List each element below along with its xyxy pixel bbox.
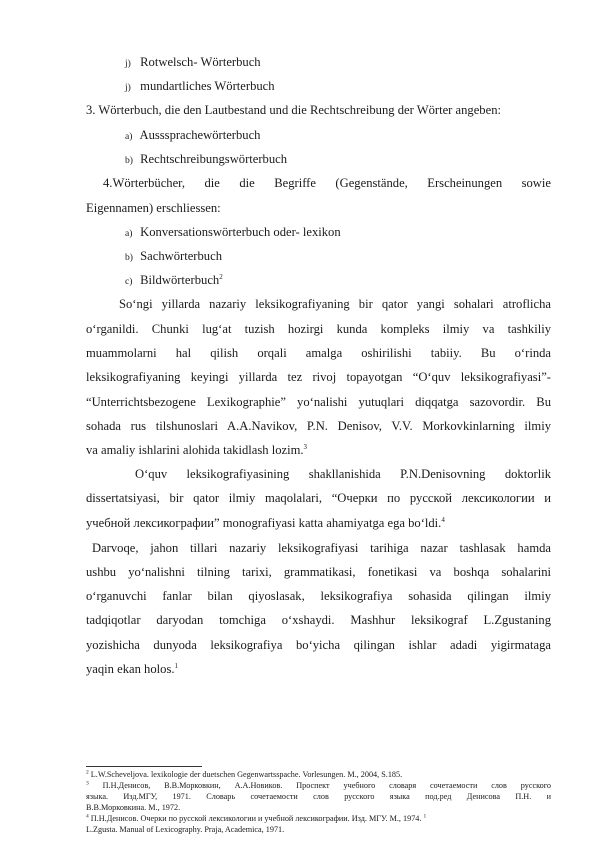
paragraph-line [86, 442, 307, 458]
section-heading-continuation: Eigennamen) erschliessen: [86, 201, 221, 215]
list-item [125, 54, 261, 72]
list-marker: c) [125, 276, 133, 287]
paragraph-line [86, 515, 445, 531]
list-marker: j) [125, 58, 131, 69]
paragraph-line: sohada rus tilshunoslari A.A.Navikov, P.N. Denisov, V.V. Morkovkinlarning ilmiy [86, 419, 551, 433]
section-heading: 3. Wörterbuch, die den Lautbestand und die Rechtschreibung der Wörter angeben: [86, 103, 501, 117]
list-item-text: Konversationswörterbuch oder- lexikon [140, 225, 341, 239]
list-item [125, 224, 341, 242]
list-item [125, 151, 287, 169]
footnote-number: 2 [86, 769, 89, 776]
footnote-text: П.Н.Денисов, В.В.Морковкин, А.А.Новиков. Проспект учебного словаря сочетаемости слов русского [102, 781, 551, 790]
paragraph-line: So‘ngi yillarda nazariy leksikografiyaning bir qator yangi sohalari atroflicha [119, 297, 551, 311]
footnote-ref: 3 [303, 442, 308, 451]
footnote-ref: 1 [423, 813, 427, 820]
list-marker: b) [125, 252, 133, 263]
footnote-line: языка. Изд.МГУ, 1971. Словарь сочетаемости слов русского языка под.ред Денисова П.Н. и [86, 792, 551, 801]
list-marker: b) [125, 155, 133, 166]
footnote-line: L.Zgusta. Manual of Lexicography. Praja, Academica, 1971. [86, 825, 285, 834]
paragraph-line [86, 661, 178, 677]
footnote-line: В.В.Морковкина. М., 1972. [86, 803, 181, 812]
footnote [86, 770, 551, 780]
list-item-text: Sachwörterbuch [140, 249, 222, 263]
list-item [125, 78, 275, 96]
footnote-text: L.W.Scheveljova. lexikologie der duetschen Gegenwartsspache. Vorlesungen. M., 2004, S.185. [90, 770, 403, 779]
list-item [125, 272, 223, 290]
list-item [125, 248, 222, 266]
list-item-text: Ausssprachewörterbuch [139, 128, 261, 142]
footnote-ref: 4 [441, 515, 445, 524]
paragraph-line: Darvoqe, jahon tillari nazariy leksikografiyasi tarihiga nazar tashlasak hamda [92, 541, 551, 555]
paragraph-text: учебной лексикографии” monografiyasi katta ahamiyatga ega bo‘ldi. [86, 516, 442, 530]
paragraph-line: dissertatsiyasi, bir qator ilmiy maqolalari, “Очерки по русской лексикологии и [86, 491, 551, 505]
paragraph-line: leksikografiyaning keyingi yillarda tez rivoj topayotgan “O‘quv leksikografiyasi”- [86, 370, 551, 384]
paragraph-line: tadqiqotlar daryodan tomchiga o‘xshaydi. Mashhur leksikograf L.Zgustaning [86, 613, 551, 627]
footnote-number: 4 [86, 813, 89, 820]
footnote-text: П.Н.Денисов. Очерки по русской лексикологии и учебной лексикографии. Изд. МГУ. М., 1974. [90, 814, 422, 823]
list-item-text: Rechtschreibungswörterbuch [140, 152, 288, 166]
paragraph-line: muammolarni hal qilish orqali amalga oshirilishi tabiiy. Bu o‘rinda [86, 346, 551, 360]
section-heading: 4.Wörterbücher, die die Begriffe (Gegenstände, Erscheinungen sowie [103, 176, 551, 190]
list-marker: a) [125, 131, 133, 142]
footnote [86, 781, 551, 792]
paragraph-line: yozishicha dunyoda leksikografiya bo‘yicha qilingan ishlar adadi yigirmataga [86, 638, 551, 652]
footnote-ref: 1 [174, 661, 178, 670]
paragraph-line: o‘rganildi. Chunki lug‘at tuzish hozirgi kunda kompleks ilmiy va tashkiliy [86, 322, 551, 336]
list-item-text: mundartliches Wörterbuch [140, 79, 275, 93]
footnote-divider [86, 766, 202, 767]
list-item-text: Bildwörterbuch [140, 273, 220, 287]
paragraph-line: O‘quv leksikografiyasining shakllanishida P.N.Denisovning doktorlik [135, 467, 551, 481]
paragraph-text: va amaliy ishlarini alohida takidlash lozim. [86, 443, 304, 457]
list-marker: a) [125, 228, 133, 239]
paragraph-text: yaqin ekan holos. [86, 662, 175, 676]
footnote [86, 814, 551, 824]
footnote-ref: 2 [219, 272, 223, 281]
paragraph-line: ushbu yo‘nalishni tilning tarixi, grammatikasi, fonetikasi va boshqa sohalarini [86, 565, 551, 579]
footnote-number: 3 [86, 781, 89, 787]
paragraph-line: “Unterrichtsbezogene Lexikographie” yo‘nalishi yutuqlari diqqatga sazovordir. Bu [86, 395, 551, 409]
list-item-text: Rotwelsch- Wörterbuch [140, 55, 261, 69]
list-marker: j) [125, 82, 131, 93]
list-item [125, 127, 260, 145]
paragraph-line: o‘rganuvchi fanlar bilan qiyoslasak, leksikografiya sohasida qilingan ilmiy [86, 589, 551, 603]
